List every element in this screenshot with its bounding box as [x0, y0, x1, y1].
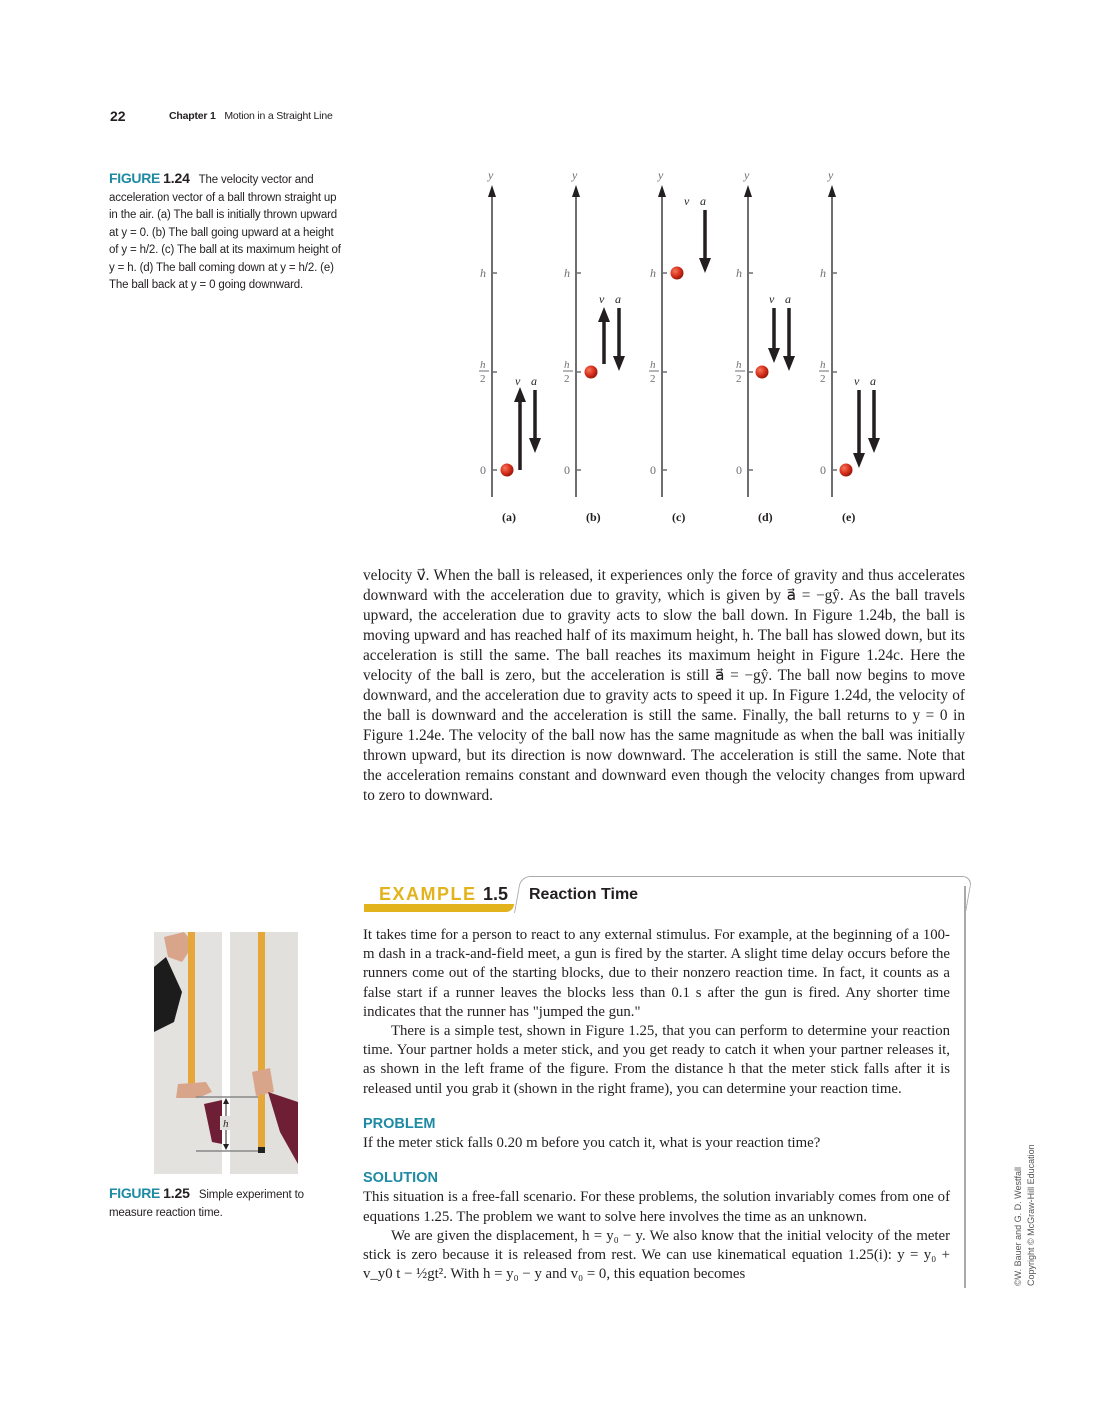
svg-text:2: 2 [564, 373, 570, 385]
svg-text:y: y [572, 168, 578, 182]
figure-1-24-diagram [440, 160, 890, 540]
distance-label: h [223, 1118, 229, 1130]
chapter-label: Chapter 1 [169, 110, 216, 122]
svg-text:h: h [736, 266, 742, 280]
example-title: Reaction Time [529, 886, 639, 903]
svg-text:a⃗: a⃗ [785, 292, 801, 306]
example-label: EXAMPLE 1.5 [379, 884, 509, 904]
figure-1-25-photo [154, 932, 298, 1174]
figure-number: 1.25 [163, 1185, 190, 1201]
svg-text:h: h [480, 266, 486, 280]
figure-1-24-caption [109, 170, 341, 295]
svg-text:0: 0 [480, 463, 486, 477]
panel-e [819, 168, 885, 524]
svg-text:v⃗: v⃗ [515, 374, 530, 388]
example-intro-2: There is a simple test, shown in Figure 1.25, that you can perform to determine your reaction time. Your partner holds a meter stick, and you get ready to catch it when your partner releases it, as shown in the left frame of the figure. From the distance h that the meter stick falls after it is released until you grab it (shown in the right frame), you can determine your reaction time. [363, 1023, 950, 1097]
svg-text:a⃗: a⃗ [531, 374, 547, 388]
solution-text-1: This situation is a free-fall scenario. For these problems, the solution invariably comes from one of equations 1.25. The problem we want to solve here involves the time as an unknown. [363, 1189, 950, 1225]
example-intro-1: It takes time for a person to react to any external stimulus. For example, at the beginning of a 100-m dash in a track-and-field meet, a gun is fired by the starter. A slight time delay occurs before the runners come out of the starting blocks, due to their nonzero reaction time. In fact, it counts as a false start if a runner leaves the blocks less than 0.1 s after the gun is fired. Any shorter time indicates that the runner has "jumped the gun." [363, 927, 950, 1020]
solution-text-2: We are given the displacement, h = y₀ − y. We also know that the initial velocity of the meter stick is zero because it is released from rest. We can use kinematical equation 1.25(i): y = y₀ + v_y0 t − ½gt². With h = y₀ − y and v₀ = 0, this equation becomes [363, 1227, 950, 1283]
svg-text:h: h [564, 359, 570, 371]
svg-text:h: h [736, 359, 742, 371]
panel-d [735, 168, 800, 524]
svg-text:h: h [820, 359, 826, 371]
svg-text:0: 0 [650, 463, 656, 477]
svg-text:(a): (a) [502, 510, 516, 524]
svg-text:h: h [480, 359, 486, 371]
svg-text:h: h [564, 266, 570, 280]
svg-text:2: 2 [650, 373, 656, 385]
svg-text:(e): (e) [842, 510, 856, 524]
svg-text:0: 0 [820, 463, 826, 477]
svg-text:0: 0 [736, 463, 742, 477]
svg-text:h: h [820, 266, 826, 280]
svg-text:(d): (d) [758, 510, 773, 524]
example-header [364, 876, 966, 916]
page-number: 22 [110, 108, 126, 124]
example-body [363, 926, 950, 1284]
solution-heading: SOLUTION [363, 1170, 438, 1187]
figure-1-25-caption [109, 1185, 329, 1222]
figure-label: FIGURE [109, 1185, 161, 1201]
running-header [169, 110, 333, 122]
svg-text:h: h [650, 266, 656, 280]
panel-c [649, 168, 715, 524]
body-paragraph [363, 566, 965, 806]
svg-text:y: y [488, 168, 494, 182]
svg-text:2: 2 [480, 373, 486, 385]
chapter-title: Motion in a Straight Line [224, 110, 333, 122]
svg-text:v⃗: v⃗ [854, 374, 869, 388]
svg-text:y: y [658, 168, 664, 182]
figure-caption-text: Simple experiment to measure reaction time. [109, 1189, 304, 1219]
svg-text:0: 0 [564, 463, 570, 477]
svg-text:(c): (c) [672, 510, 686, 524]
problem-heading: PROBLEM [363, 1115, 436, 1132]
svg-text:y: y [744, 168, 750, 182]
svg-text:h: h [650, 359, 656, 371]
svg-text:a⃗: a⃗ [870, 374, 886, 388]
problem-text: If the meter stick falls 0.20 m before you catch it, what is your reaction time? [363, 1135, 821, 1152]
example-underline [364, 904, 514, 912]
figure-label: FIGURE [109, 170, 161, 186]
panel-b [563, 168, 630, 524]
figure-number: 1.24 [163, 170, 190, 186]
figure-caption-text: The velocity vector and acceleration vector of a ball thrown straight up in the air. (a) The ball is initially thrown upward at y = 0. (b) The ball going upward at a height of y = h/2. (c) The ball at its maximum height of y = h. (d) The ball coming down at y = h/2. (e) The ball back at y = 0 going downward. [109, 174, 341, 291]
svg-text:v⃗: v⃗ [769, 292, 784, 306]
svg-text:y: y [828, 168, 834, 182]
svg-text:2: 2 [820, 373, 826, 385]
panel-a [479, 168, 546, 524]
credit-line-2: Copyright © McGraw-Hill Education [1026, 1144, 1036, 1286]
svg-text:a⃗: a⃗ [700, 194, 716, 208]
credit-line-1: ©W. Bauer and G. D. Westfall [1013, 1166, 1023, 1286]
example-border [964, 886, 966, 1288]
example-number: 1.5 [483, 884, 509, 904]
svg-text:v⃗: v⃗ [599, 292, 614, 306]
svg-text:v⃗: v⃗ [684, 194, 699, 208]
body-paragraph-1: velocity v⃗. When the ball is released, it experiences only the force of gravity and thus accelerates downward with the acceleration due to gravity, which is given by a⃗ = −gŷ. As the ball travels upward, the acceleration due to gravity acts to slow the ball down. In Figure 1.24b, the ball is moving upward and has reached half of its maximum height, h. The ball has slowed down, but its acceleration is still the same. The ball reaches its maximum height in Figure 1.24c. Here the velocity of the ball is zero, but the acceleration is still a⃗ = −gŷ. The ball now begins to move downward, and the acceleration due to gravity acts to speed it up. In Figure 1.24d, the velocity of the ball is downward and the acceleration is still the same. Finally, the ball returns to y = 0 in Figure 1.24e. The velocity of the ball now has the same magnitude as when the ball was initially thrown upward, but its direction is now downward. The acceleration is still the same. Note that the acceleration remains constant and downward even though the velocity changes from upward to zero to downward. [363, 567, 965, 804]
svg-text:a⃗: a⃗ [615, 292, 631, 306]
svg-text:2: 2 [736, 373, 742, 385]
copyright-credits [1012, 1144, 1038, 1286]
svg-text:(b): (b) [586, 510, 601, 524]
